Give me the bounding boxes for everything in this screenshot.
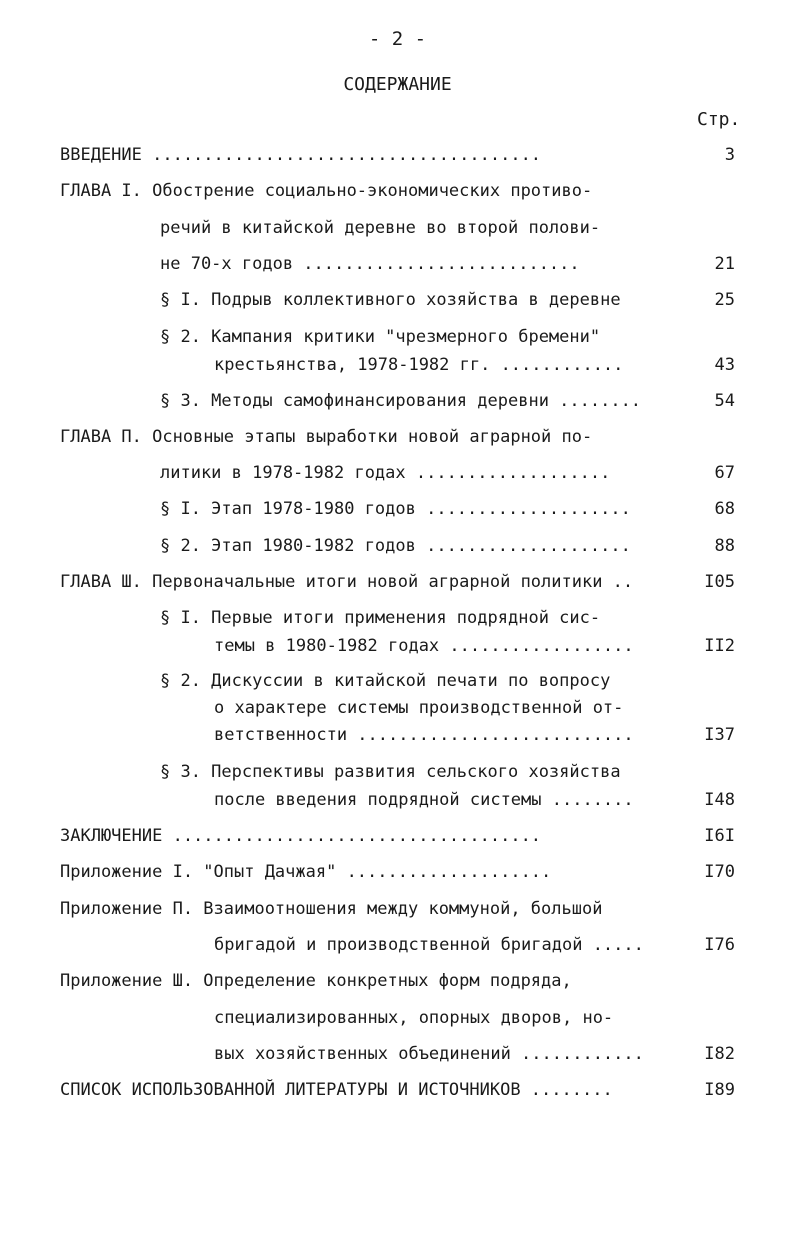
toc-entry-1-1: § I. Подрыв коллективного хозяйства в деревне [160, 290, 621, 310]
page-title: СОДЕРЖАНИЕ [343, 74, 452, 95]
toc-entry-conclusion: ЗАКЛЮЧЕНИЕ .................................... [60, 826, 542, 846]
toc-entry-introduction: ВВЕДЕНИЕ ...................................... [60, 145, 542, 165]
toc-entry-3-3-line-2: после введения подрядной системы ........ [214, 790, 634, 810]
toc-entry-chapter-3: ГЛАВА Ш. Первоначальные итоги новой аграрной политики .. [60, 572, 634, 592]
toc-entry-chapter-1-line-1: ГЛАВА I. Обострение социально-экономических противо- [60, 181, 593, 201]
toc-entry-chapter-2-line-1: ГЛАВА П. Основные этапы выработки новой аграрной по- [60, 427, 593, 447]
page-number: - 2 - [368, 28, 427, 50]
toc-page-1-1: 25 [714, 290, 735, 310]
toc-page-2-2: 88 [714, 536, 735, 556]
toc-page-1-3: 54 [714, 391, 735, 411]
toc-entry-chapter-1-line-3: не 70-х годов ........................... [160, 254, 580, 274]
toc-entry-3-2-line-3: ветственности ........................... [214, 725, 634, 745]
toc-page-appendix-2: I76 [704, 935, 735, 955]
toc-page-chapter-3: I05 [704, 572, 735, 592]
toc-entry-3-3-line-1: § 3. Перспективы развития сельского хозяйства [160, 762, 621, 782]
toc-page-chapter-2: 67 [714, 463, 735, 483]
toc-entry-2-2: § 2. Этап 1980-1982 годов .................... [160, 536, 631, 556]
toc-entry-appendix-1: Приложение I. "Опыт Дачжая" .................... [60, 862, 552, 882]
toc-page-appendix-3: I82 [704, 1044, 735, 1064]
toc-entry-chapter-2-line-2: литики в 1978-1982 годах ................... [160, 463, 611, 483]
toc-entry-chapter-1-line-2: речий в китайской деревне во второй полови- [160, 218, 601, 238]
toc-entry-appendix-3-line-2: специализированных, опорных дворов, но- [214, 1008, 614, 1028]
toc-entry-appendix-3-line-1: Приложение Ш. Определение конкретных форм подряда, [60, 971, 572, 991]
toc-entry-appendix-3-line-3: вых хозяйственных объединений ............ [214, 1044, 644, 1064]
toc-entry-3-1-line-2: темы в 1980-1982 годах .................. [214, 636, 634, 656]
toc-page-conclusion: I6I [704, 826, 735, 846]
toc-entry-1-3: § 3. Методы самофинансирования деревни ........ [160, 391, 642, 411]
toc-page-3-2: I37 [704, 725, 735, 745]
toc-page-bibliography: I89 [704, 1080, 735, 1100]
toc-entry-2-1: § I. Этап 1978-1980 годов .................... [160, 499, 631, 519]
toc-page-chapter-1: 21 [714, 254, 735, 274]
toc-entry-1-2-line-2: крестьянства, 1978-1982 гг. ............ [214, 355, 624, 375]
toc-page-3-3: I48 [704, 790, 735, 810]
page-column-label: Стр. [697, 109, 741, 130]
toc-page-appendix-1: I70 [704, 862, 735, 882]
toc-entry-3-2-line-2: о характере системы производственной от- [214, 698, 624, 718]
toc-page-introduction: 3 [724, 145, 735, 165]
toc-page-2-1: 68 [714, 499, 735, 519]
toc-entry-1-2-line-1: § 2. Кампания критики "чрезмерного бремени" [160, 327, 601, 347]
toc-entry-bibliography: СПИСОК ИСПОЛЬЗОВАННОЙ ЛИТЕРАТУРЫ И ИСТОЧНИКОВ ........ [60, 1080, 613, 1100]
toc-entry-3-1-line-1: § I. Первые итоги применения подрядной сис- [160, 608, 601, 628]
toc-entry-3-2-line-1: § 2. Дискуссии в китайской печати по вопросу [160, 671, 611, 691]
toc-page-3-1: II2 [704, 636, 735, 656]
toc-entry-appendix-2-line-2: бригадой и производственной бригадой ..... [214, 935, 644, 955]
toc-page-1-2: 43 [714, 355, 735, 375]
toc-entry-appendix-2-line-1: Приложение П. Взаимоотношения между коммуной, большой [60, 899, 603, 919]
